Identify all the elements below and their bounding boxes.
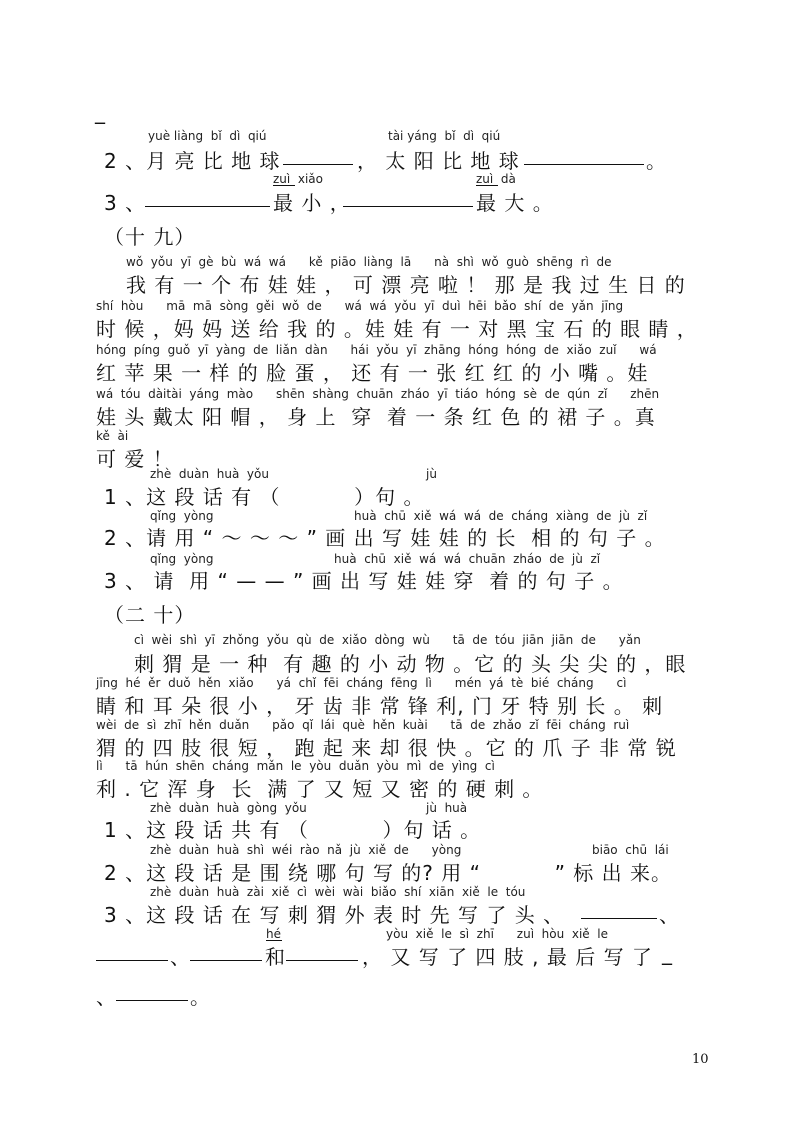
q1-pinyin-juhua: jù huà <box>426 801 468 815</box>
passage-pinyin: shí hòu mā mā sòng gěi wǒ de wá wá yǒu yī duì hēi bǎo shí de yǎn jīng <box>96 299 624 313</box>
q2-pinyin-rest: huà chū xiě wá wá de cháng xiàng de jù zǐ <box>354 509 648 523</box>
q3-trailing-mark: _ <box>662 941 673 965</box>
q3-text-biggest: 最 大 。 <box>476 191 554 215</box>
answer-blank[interactable] <box>581 918 657 919</box>
passage-line: 利 . 它 浑 身 长 满 了 又 短 又 密 的 硬 刺 。 <box>96 777 544 801</box>
passage-pinyin: cì wèi shì yī zhǒng yǒu qù de xiǎo dòng wù tā de tóu jiān jiān de yǎn <box>134 633 641 647</box>
q3-pinyin-he: hé <box>266 927 281 941</box>
passage-line: 睛 和 耳 朵 很 小 ， 牙 齿 非 常 锋 利, 门 牙 特 别 长 。 刺 <box>96 694 664 718</box>
answer-blank[interactable] <box>343 206 473 207</box>
q2-text-moon: 2 、月 亮 比 地 球 <box>104 149 281 173</box>
q1-pinyin: zhè duàn huà gòng yǒu <box>150 801 307 815</box>
q3-sep: 、 <box>170 945 191 969</box>
page-number: 10 <box>692 1052 709 1067</box>
q3-comma-a: 、 <box>659 903 680 927</box>
section-title-19: （十 九） <box>104 225 196 249</box>
answer-blank[interactable] <box>96 960 168 961</box>
passage-line: 猬 的 四 肢 很 短 ， 跑 起 来 却 很 快 。它 的 爪 子 非 常 锐 <box>96 736 677 760</box>
answer-blank[interactable] <box>145 206 270 207</box>
passage-pinyin: wǒ yǒu yī gè bù wá wá kě piāo liàng lā nà shì wǒ guò shēng rì de <box>126 255 612 269</box>
question-20-2: 2 、这 段 话 是 围 绕 哪 句 写 的? 用 “ ” 标 出 来。 <box>104 861 672 885</box>
passage-line: 我 有 一 个 布 娃 娃 ， 可 漂 亮 啦 ！ 那 是 我 过 生 日 的 <box>126 273 686 297</box>
passage-line: 刺 猬 是 一 种 有 趣 的 小 动 物 。它 的 头 尖 尖 的 ，眼 <box>134 652 687 676</box>
passage-pinyin: kě ài <box>96 429 129 443</box>
q1-pinyin-ju: jù <box>426 467 437 481</box>
q3-text-b: ， 又 写 了 四 肢 , 最 后 写 了 <box>362 945 653 969</box>
q3-pinyin-biggest: zuì dà <box>476 172 516 186</box>
q2-pinyin-biaochulai: biāo chū lái <box>592 843 669 857</box>
q2-end: 。 <box>646 149 667 173</box>
passage-pinyin: wèi de sì zhī hěn duǎn pǎo qǐ lái què hěn kuài tā de zhǎo zǐ fēi cháng ruì <box>96 718 630 732</box>
question-19-1: 1 、这 段 话 有 （ ）句 。 <box>104 485 425 509</box>
q3-lead-c: 、 <box>96 985 117 1009</box>
pinyin-underline <box>476 185 498 186</box>
passage-line: 可 爱 ！ <box>96 447 174 471</box>
question-20-1: 1 、这 段 话 共 有 （ ）句 话 。 <box>104 818 482 842</box>
q3-text-smallest: 最 小 ， <box>273 191 351 215</box>
question-19-3: 3 、 请 用 “ — — ” 画 出 写 娃 娃 穿 着 的 句 子 。 <box>104 569 624 593</box>
q2-pinyin-sun: tài yáng bǐ dì qiú <box>388 129 501 143</box>
answer-blank[interactable] <box>286 960 358 961</box>
passage-pinyin: jīng hé ěr duǒ hěn xiǎo yá chǐ fēi cháng fēng lì mén yá tè bié cháng cì <box>96 676 627 690</box>
pinyin-underline <box>273 185 295 186</box>
section-title-20: （二 十） <box>104 603 196 627</box>
question-20-3: 3 、这 段 话 在 写 刺 猬 外 表 时 先 写 了 头 、 <box>104 903 565 927</box>
q3-pinyin: zhè duàn huà zài xiě cì wèi wài biǎo shí xiān xiě le tóu <box>150 885 526 899</box>
q3-pinyin: qǐng yòng <box>150 552 214 566</box>
q3-end-c: 。 <box>190 985 211 1009</box>
answer-blank[interactable] <box>116 1000 188 1001</box>
q3-pinyin-rest: huà chū xiě wá wá chuān zháo de jù zǐ <box>334 552 601 566</box>
q2-pinyin-moon: yuè liàng bǐ dì qiú <box>148 129 267 143</box>
answer-blank[interactable] <box>524 164 644 165</box>
passage-pinyin: hóng píng guǒ yī yàng de liǎn dàn hái yǒu yī zhāng hóng hóng de xiǎo zuǐ wá <box>96 343 657 357</box>
q3-lead: 3 、 <box>104 191 147 215</box>
question-19-2: 2 、请 用 “ ～ ～ ～ ” 画 出 写 娃 娃 的 长 相 的 句 子 。 <box>104 526 666 550</box>
q2-pinyin: zhè duàn huà shì wéi rào nǎ jù xiě de yòng <box>150 843 462 857</box>
q1-pinyin: zhè duàn huà yǒu <box>150 467 269 481</box>
q3-pinyin-smallest: zuì xiǎo <box>273 172 323 186</box>
q2-text-sun: ， 太 阳 比 地 球 <box>357 149 520 173</box>
q3-pinyin-rest: yòu xiě le sì zhī zuì hòu xiě le <box>386 927 609 941</box>
passage-line: 娃 头 戴太 阳 帽 ， 身 上 穿 着 一 条 红 色 的 裙 子 。真 <box>96 405 656 429</box>
q2-pinyin: qǐng yòng <box>150 509 214 523</box>
passage-pinyin: lì tā hún shēn cháng mǎn le yòu duǎn yòu mì de yìng cì <box>96 759 495 773</box>
top-mark: _ <box>95 100 106 124</box>
passage-line: 红 苹 果 一 样 的 脸 蛋 ， 还 有 一 张 红 红 的 小 嘴 。娃 <box>96 361 649 385</box>
passage-pinyin: wá tóu dàitài yáng mào shēn shàng chuān zháo yī tiáo hóng sè de qún zǐ zhēn <box>96 387 660 401</box>
q3-he: 和 <box>265 945 286 969</box>
answer-blank[interactable] <box>190 960 262 961</box>
passage-line: 时 候 ，妈 妈 送 给 我 的 。娃 娃 有 一 对 黑 宝 石 的 眼 睛 ， <box>96 317 698 341</box>
answer-blank[interactable] <box>283 164 353 165</box>
